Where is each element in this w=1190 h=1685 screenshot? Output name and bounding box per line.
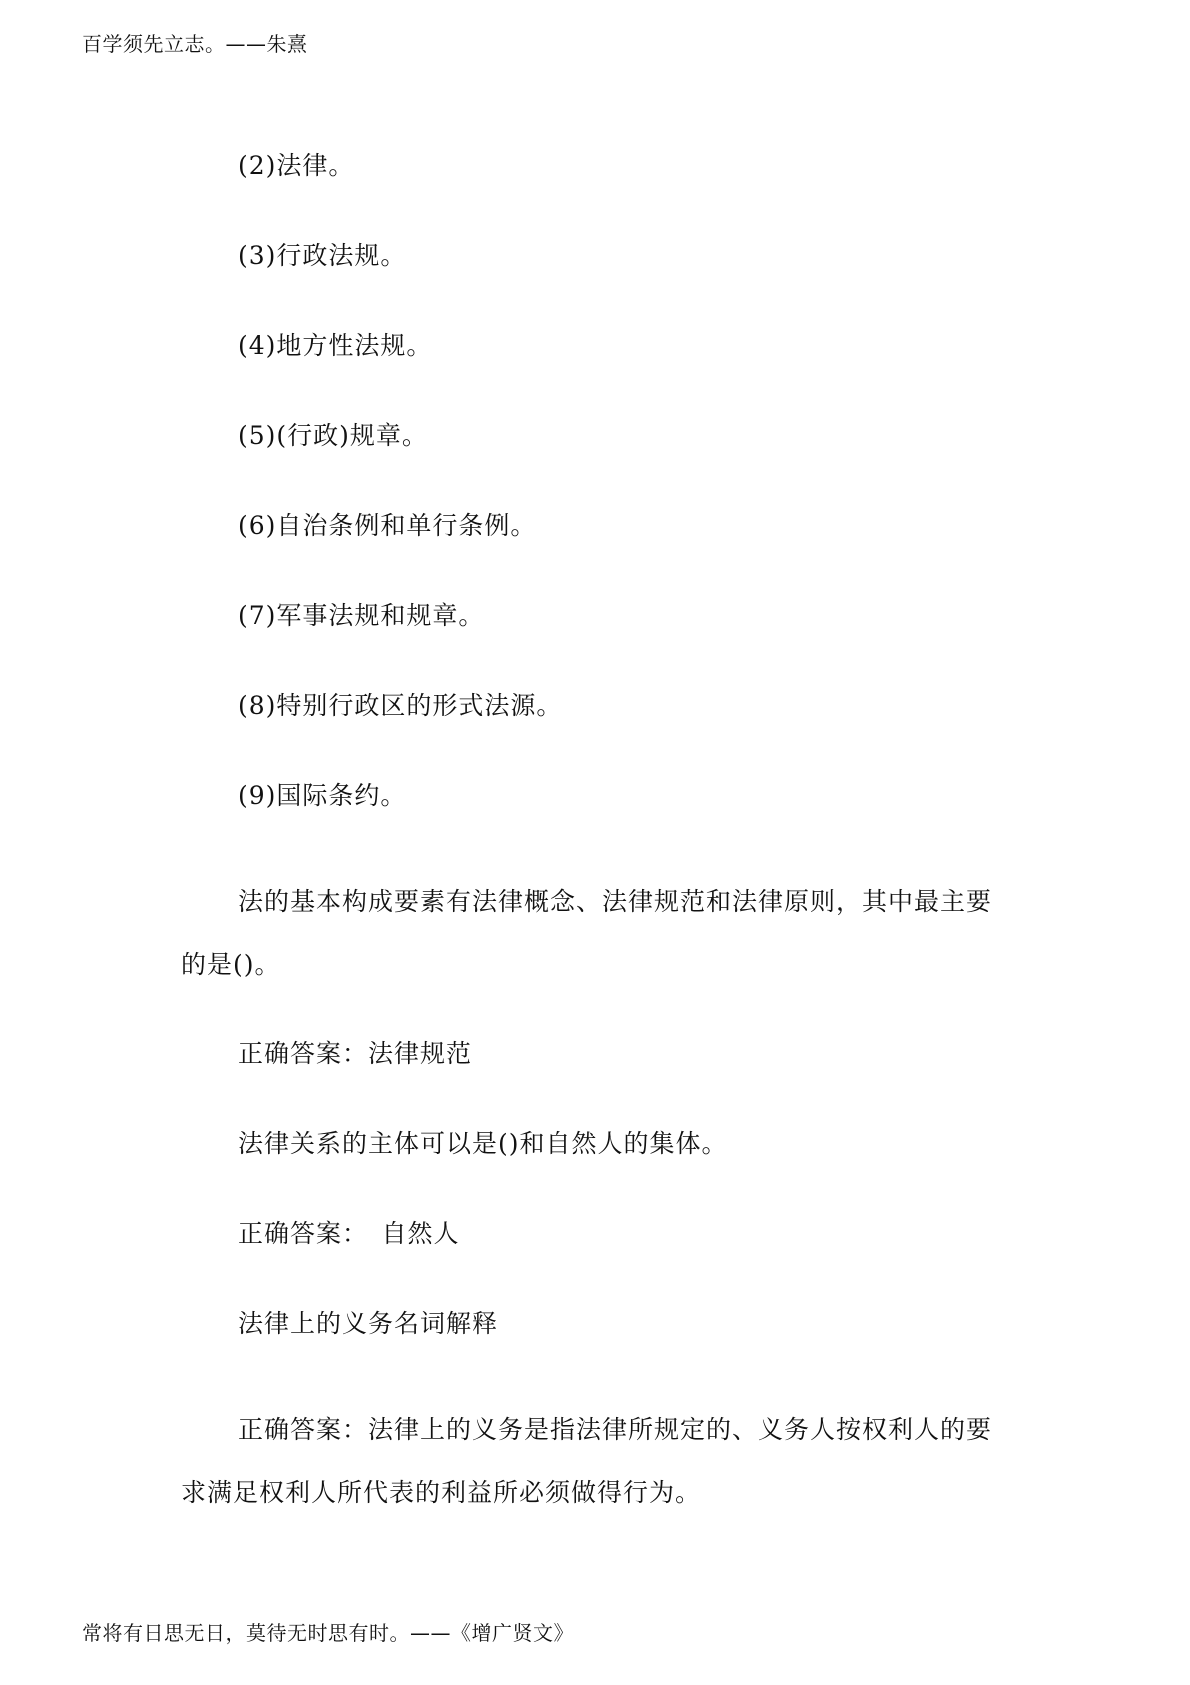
- header-quote: 百学须先立志。——朱熹: [82, 32, 308, 56]
- list-item-3: (3)行政法规。: [238, 241, 407, 270]
- list-item-7: (7)军事法规和规章。: [238, 601, 485, 630]
- answer-paragraph: 正确答案： 自然人: [238, 1219, 460, 1248]
- answer-paragraph: 正确答案：法律规范: [238, 1039, 473, 1068]
- list-item-5: (5)(行政)规章。: [238, 421, 428, 450]
- list-item-6: (6)自治条例和单行条例。: [238, 511, 537, 540]
- question-paragraph: 法律上的义务名词解释: [238, 1309, 499, 1338]
- list-item-4: (4)地方性法规。: [238, 331, 433, 360]
- list-item-9: (9)国际条约。: [238, 781, 407, 810]
- list-item-2: (2)法律。: [238, 151, 355, 180]
- list-item-8: (8)特别行政区的形式法源。: [238, 691, 563, 720]
- document-body: [181, 150, 1011, 1508]
- question-paragraph: 法的基本构成要素有法律概念、法律规范和法律原则，其中最主要的是()。: [181, 887, 993, 979]
- answer-paragraph: 正确答案：法律上的义务是指法律所规定的、义务人按权利人的要求满足权利人所代表的利益所必须做得行为。: [181, 1415, 993, 1507]
- question-paragraph: 法律关系的主体可以是()和自然人的集体。: [238, 1129, 728, 1158]
- footer-quote: 常将有日思无日，莫待无时思有时。——《增广贤文》: [82, 1621, 574, 1645]
